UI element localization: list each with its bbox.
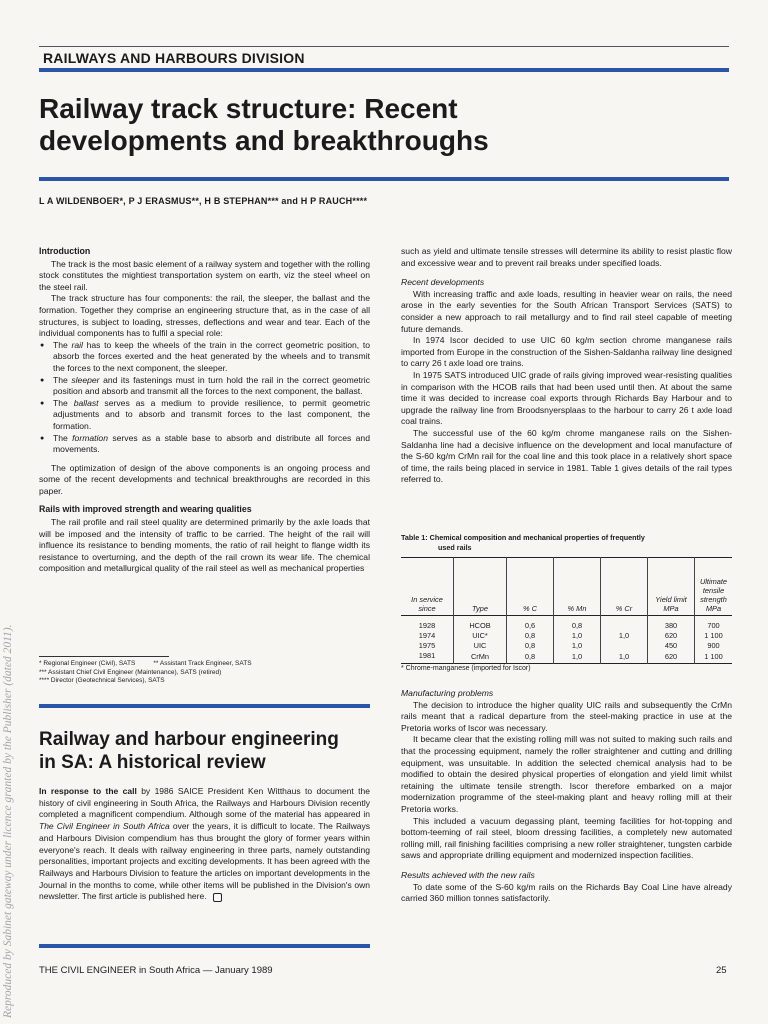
table-1 bbox=[401, 533, 732, 672]
right-column-lower bbox=[401, 688, 732, 905]
recent-heading: Recent developments bbox=[401, 277, 485, 288]
table-header: % C bbox=[507, 558, 554, 616]
rails-paragraph: such as yield and ultimate tensile stresses will determine its ability to resist plastic flow and excessive wear and to prevent rail breaks under specified loads. bbox=[401, 246, 732, 268]
intro-paragraph: The optimization of design of the above components is an ongoing process and some of the recent developments and technical breakthroughs are recorded in this paper. bbox=[39, 462, 370, 496]
rail-properties-table bbox=[401, 557, 732, 664]
title-rule bbox=[39, 177, 729, 181]
list-item: ● The ballast serves as a medium to provide resilience, to permit geometric adjustments and to absorb and transmit forces to the last component, the formation. bbox=[53, 398, 370, 433]
manufacturing-paragraph: The decision to introduce the higher quality UIC rails and subsequently the CrMn rails meant that a radical departure from the steel-making practice in use at the Pretoria works of Iscor was necessary. bbox=[401, 699, 732, 733]
history-body: In response to the call by 1986 SAICE President Ken Witthaus to document the history of civil engineering in South Africa, the Railways and Harbours Division recently completed a magnificent compendium. Although some of the material has appeared in The Civil Engineer in South Africa over the years, it is difficult to locate. The Railways and Harbours Division compendium has thus brought the glory of former years within everyone's reach. It deals with railway engineering in three parts, namely outstanding personalities, important projects and exciting developments. It has been agreed with the Railways and Harbours Division to feature the articles on important developments in the Journal in the months to come, while other items will be published in the Division's own newsletter. The first article is published here. bbox=[39, 786, 370, 902]
top-rule bbox=[39, 46, 729, 47]
journal-footer: THE CIVIL ENGINEER in South Africa — January 1989 bbox=[39, 965, 273, 976]
section-heading: RAILWAYS AND HARBOURS DIVISION bbox=[43, 50, 305, 66]
author-list: L A WILDENBOER*, P J ERASMUS**, H B STEPHAN*** and H P RAUCH**** bbox=[39, 196, 368, 206]
history-bottom-rule bbox=[39, 944, 370, 948]
sabinet-watermark: Reproduced by Sabinet gateway under licence granted by the Publisher (dated 2011). bbox=[2, 624, 14, 1018]
rails-paragraph: The rail profile and rail steel quality are determined primarily by the axle loads that will be imposed and the intensity of traffic to be carried. The height of the rail will influence its resistance to bending moments, the ratio of rail height to flange width its resistance to overturning, and the depth of the rail crown its wear life. The chemical composition and metallurgical quality of the rail steel as well as mechanical properties bbox=[39, 517, 370, 574]
results-paragraph: To date some of the S-60 kg/m rails on the Richards Bay Coal Line have already carried 360 million tonnes satisfactorily. bbox=[401, 881, 732, 904]
recent-paragraph: In 1975 SATS introduced UIC grade of rails giving improved wear-resisting qualities in comparison with the HCOB rails that had been used until then. At about the same time it was decided to increase coal exports through Richards Bay Harbour and to upgrade the railway line from Broodsnyersplaas to the harbour to carry 26 t axle load coal trains. bbox=[401, 369, 732, 427]
list-item: ● The formation serves as a stable base to absorb and distribute all forces and movements. bbox=[53, 433, 370, 456]
table-note: * Chrome-manganese (imported for Iscor) bbox=[401, 665, 531, 673]
section-rule bbox=[39, 68, 729, 72]
table-header: % Cr bbox=[601, 558, 648, 616]
rails-heading: Rails with improved strength and wearing qualities bbox=[39, 504, 252, 515]
component-list bbox=[39, 340, 370, 456]
table-row: 1981 CrMn 0,8 1,0 1,0 620 1 100 bbox=[401, 651, 732, 664]
table-row: 1975 UIC 0,8 1,0 450 900 bbox=[401, 641, 732, 651]
table-row: 1974 UIC* 0,8 1,0 1,0 620 1 100 bbox=[401, 631, 732, 641]
table-header: Yield limit MPa bbox=[648, 558, 695, 616]
history-top-rule bbox=[39, 704, 370, 708]
page-number: 25 bbox=[716, 965, 727, 976]
results-heading: Results achieved with the new rails bbox=[401, 869, 535, 880]
table-header: % Mn bbox=[554, 558, 601, 616]
table-header: In service since bbox=[401, 558, 454, 616]
manufacturing-heading: Manufacturing problems bbox=[401, 688, 494, 698]
footnote: * Regional Engineer (Civil), SATS ** Assistant Track Engineer, SATS bbox=[39, 660, 252, 667]
footnote: **** Director (Geotechnical Services), SATS bbox=[39, 677, 165, 685]
manufacturing-paragraph: It became clear that the existing rolling mill was not suited to making such rails and that the processing equipment, namely the roller straightener and cutting and drilling equipment, was unsuitable. In addition the selected chemical analysis had to be modified to obtain the desired physical properties of elongation and yield limit whilst retaining the ultimate tensile strength. Iscor therefore embarked on a major modernization programme of the steel-making plant and heavy rolling mill at their Pretoria works. bbox=[401, 734, 732, 814]
table-header: Type bbox=[454, 558, 507, 616]
recent-paragraph: With increasing traffic and axle loads, resulting in heavier wear on rails, the need arose in the early seventies for the South African Transport Services (SATS) to consider a new approach to rail metallurgy and to find rail steel capable of meeting future demands. bbox=[401, 288, 732, 334]
recent-paragraph: The successful use of the 60 kg/m chrome manganese rails on the Sishen-Saldanha line had a decisive influence on the development and local manufacture of the S-60 kg/m CrMn rail for the coal line and this took place in a relatively short space of time, the rails being placed in service in 1981. Table 1 gives details of the rail types referred to. bbox=[401, 427, 732, 485]
manufacturing-paragraph: This included a vacuum degassing plant, teeming facilities for hot-topping and bottom-teeming of rail steel, bloom dressing facilities, a completely new automated rolling mill, rail finishing facilities comprising a new roller straightener, tungsten carbide saws and appropriate drilling equipment and modernized inspection facilities. bbox=[401, 815, 732, 861]
table-row: 1928 HCOB 0,6 0,8 380 700 bbox=[401, 616, 732, 632]
table-title: Table 1: Chemical composition and mechanical properties of frequently used rails bbox=[401, 533, 645, 552]
footnotes bbox=[39, 656, 370, 686]
article-title: Railway track structure: Recent developments and breakthroughs bbox=[39, 93, 489, 156]
list-item: ● The sleeper and its fastenings must in turn hold the rail in the correct geometric position and absorb and transmit all the forces to the next component, the ballast. bbox=[53, 375, 370, 398]
list-item: ● The rail has to keep the wheels of the train in the correct geometric position, to absorb the forces exerted and the heat generated by the wheels and to transmit the forces to the next component, the sleeper. bbox=[53, 340, 370, 375]
end-mark-icon bbox=[213, 893, 222, 902]
left-column bbox=[39, 246, 370, 575]
footnote-rule bbox=[39, 656, 169, 657]
table-header: Ultimate tensile strength MPa bbox=[699, 577, 728, 614]
intro-paragraph: The track structure has four components: the rail, the sleeper, the ballast and the formation. Together they comprise an engineering structure that, as in the case of all structures, is subject to loading, stresses, deflections and wear and tear. Each of the individual components has to fulfil a special role: bbox=[39, 293, 370, 339]
footnote: *** Assistant Chief Civil Engineer (Maintenance), SATS (retired) bbox=[39, 668, 222, 676]
right-column bbox=[401, 246, 732, 486]
intro-heading: Introduction bbox=[39, 246, 91, 256]
recent-paragraph: In 1974 Iscor decided to use UIC 60 kg/m section chrome manganese rails imported from Europe in the construction of the Sishen-Saldanha railway line designed to carry 26 t axle load ore trains. bbox=[401, 335, 732, 369]
history-title: Railway and harbour engineering in SA: A historical review bbox=[39, 729, 339, 773]
intro-paragraph: The track is the most basic element of a railway system and together with the rolling stock constitutes the mightiest transportation system on earth, viz the steel wheel on the steel rail. bbox=[39, 258, 370, 292]
